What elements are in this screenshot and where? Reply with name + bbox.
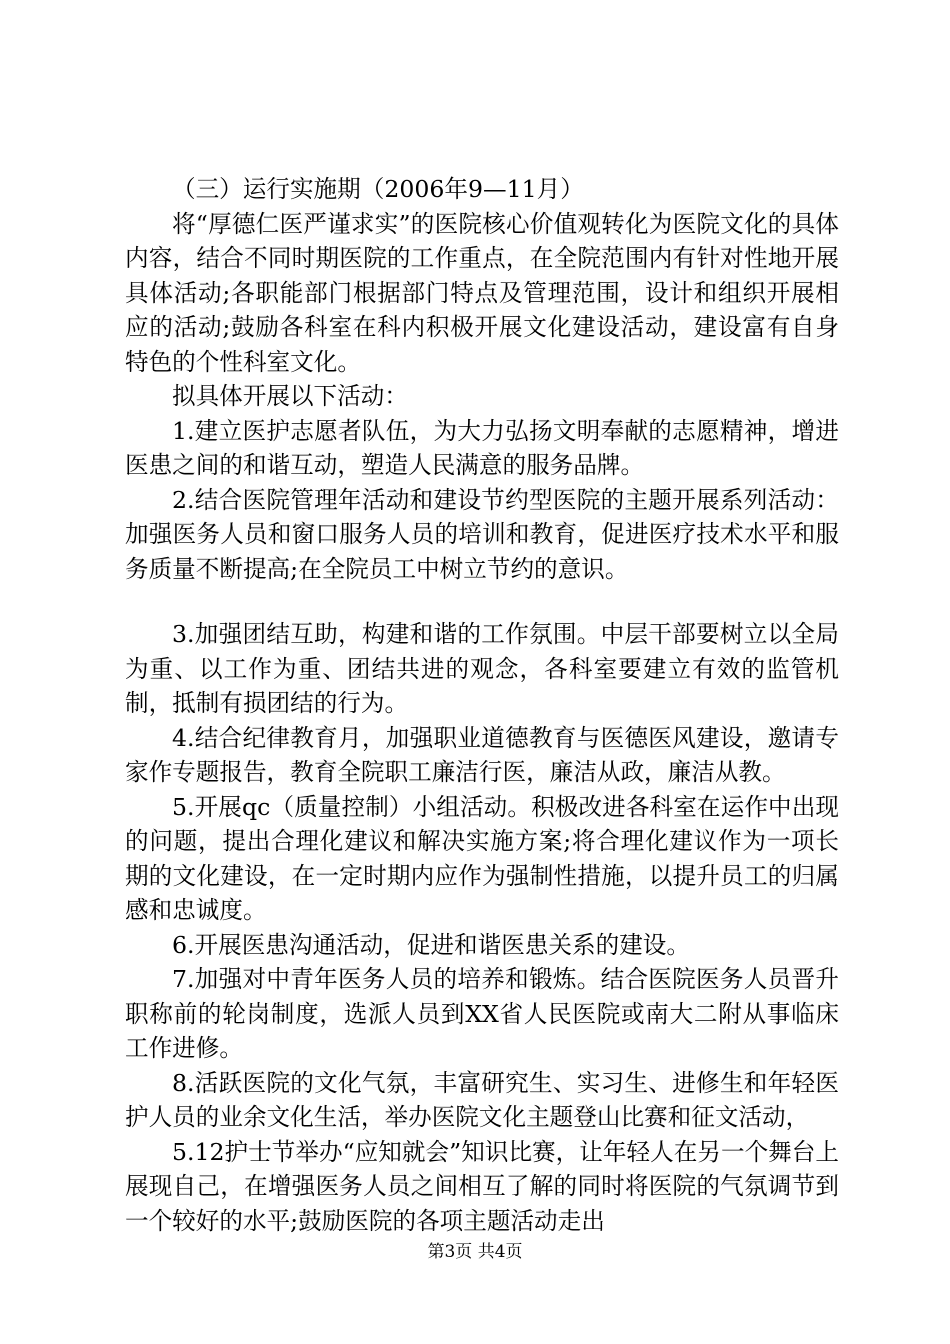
section-heading: （三）运行实施期（2006年9—11月） <box>172 175 584 203</box>
list-item-8: 8.活跃医院的文化气氛，丰富研究生、实习生、进修生和年轻医护人员的业余文化生活，举办医院文化主题登山比赛和征文活动， <box>125 1068 839 1131</box>
page-footer <box>0 1241 950 1263</box>
list-item-4: 4.结合纪律教育月，加强职业道德教育与医德医风建设，邀请专家作专题报告，教育全院职工廉洁行医，廉洁从政，廉洁从教。 <box>125 723 839 786</box>
list-item-5: 5.开展qc（质量控制）小组活动。积极改进各科室在运作中出现的问题，提出合理化建议和解决实施方案;将合理化建议作为一项长期的文化建设，在一定时期内应作为强制性措施，以提升员工的归属感和忠诚度。 <box>125 792 839 924</box>
page-number: 第3页 共4页 <box>427 1242 523 1262</box>
paragraph-activities-intro: 拟具体开展以下活动： <box>172 382 408 410</box>
list-item-6: 6.开展医患沟通活动，促进和谐医患关系的建设。 <box>172 930 690 959</box>
list-item-2: 2.结合医院管理年活动和建设节约型医院的主题开展系列活动：加强医务人员和窗口服务人员的培训和教育，促进医疗技术水平和服务质量不断提高;在全院员工中树立节约的意识。 <box>125 485 839 583</box>
paragraph-core-values: 将“厚德仁医严谨求实”的医院核心价值观转化为医院文化的具体内容，结合不同时期医院的工作重点，在全院范围内有针对性地开展具体活动;各职能部门根据部门特点及管理范围，设计和组织开展相应的活动;鼓励各科室在科内积极开展文化建设活动，建设富有自身特色的个性科室文化。 <box>125 209 839 376</box>
list-item-7: 7.加强对中青年医务人员的培养和锻炼。结合医院医务人员晋升职称前的轮岗制度，选派人员到XX省人民医院或南大二附从事临床工作进修。 <box>125 965 839 1062</box>
list-item-nurses-day: 5.12护士节举办“应知就会”知识比赛，让年轻人在另一个舞台上展现自己，在增强医务人员之间相互了解的同时将医院的气氛调节到一个较好的水平;鼓励医院的各项主题活动走出 <box>125 1137 839 1235</box>
document-body <box>125 172 839 1238</box>
list-item-3: 3.加强团结互助，构建和谐的工作氛围。中层干部要树立以全局为重、以工作为重、团结共进的观念，各科室要建立有效的监管机制，抵制有损团结的行为。 <box>125 620 839 717</box>
list-item-1: 1.建立医护志愿者队伍，为大力弘扬文明奉献的志愿精神，增进医患之间的和谐互动，塑造人民满意的服务品牌。 <box>125 416 839 479</box>
